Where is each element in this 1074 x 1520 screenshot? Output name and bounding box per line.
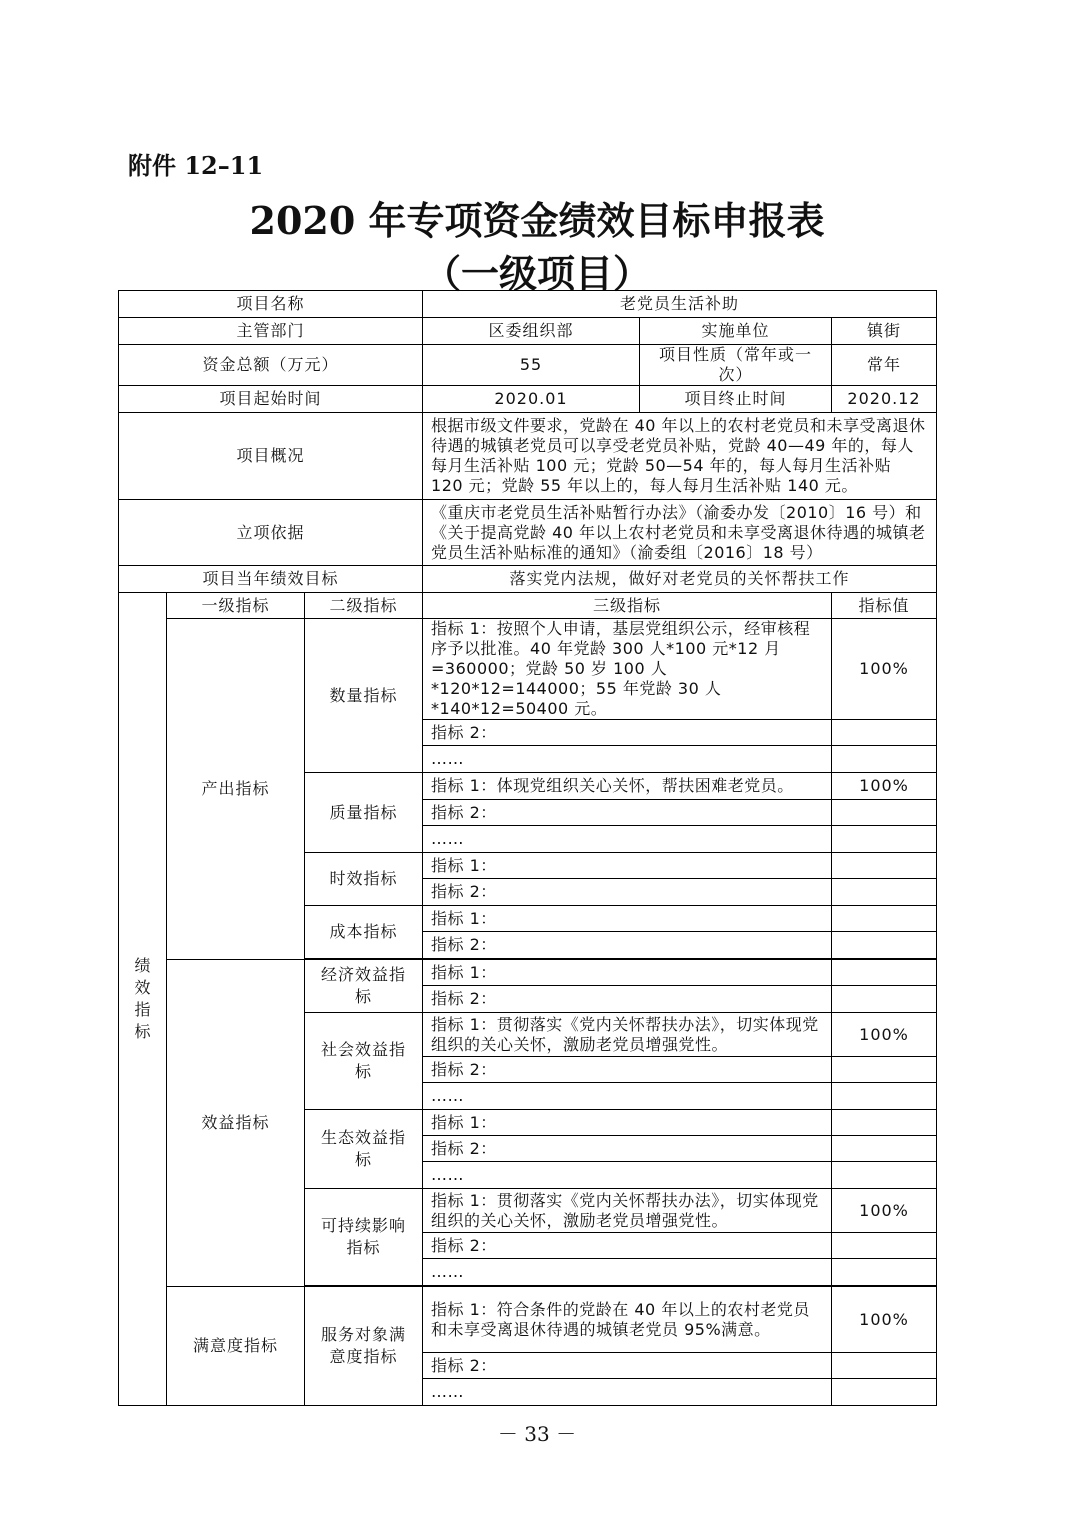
- cost-value-1: [832, 906, 937, 932]
- economic-value-2: [832, 986, 937, 1013]
- timeliness-indicator: 时效指标: [305, 853, 423, 906]
- social-indicator: 社会效益指标: [305, 1013, 423, 1110]
- quantity-value-2: [832, 720, 937, 746]
- project-name-label: 项目名称: [119, 291, 423, 318]
- service-ind-more: ……: [423, 1379, 832, 1406]
- basis-label: 立项依据: [119, 500, 423, 566]
- social-value-1: 100%: [832, 1013, 937, 1057]
- satisfaction-indicator: 满意度指标: [167, 1287, 305, 1406]
- project-name-value: 老党员生活补助: [423, 291, 937, 318]
- sustainable-value-more: [832, 1259, 937, 1286]
- economic-ind-1: 指标 1：: [423, 960, 832, 986]
- dept-label: 主管部门: [119, 318, 423, 345]
- quality-ind-2: 指标 2：: [423, 800, 832, 826]
- service-satisfaction-indicator: 服务对象满意度指标: [305, 1287, 423, 1406]
- cost-value-2: [832, 932, 937, 959]
- cost-ind-2: 指标 2：: [423, 932, 832, 959]
- ecological-value-2: [832, 1136, 937, 1162]
- ecological-ind-2: 指标 2：: [423, 1136, 832, 1162]
- quality-value-1: 100%: [832, 773, 937, 800]
- start-label: 项目起始时间: [119, 386, 423, 413]
- basis-value: 《重庆市老党员生活补贴暂行办法》（渝委办发〔2010〕16 号）和《关于提高党龄 40 年以上农村老党员和未享受离退休待遇的城镇老党员生活补贴标准的通知》（渝委组〔2016〕18 号）: [423, 500, 937, 566]
- timeliness-value-1: [832, 853, 937, 879]
- quantity-indicator: 数量指标: [305, 619, 423, 773]
- quality-ind-1: 指标 1：体现党组织关心关怀，帮扶困难老党员。: [423, 773, 832, 800]
- impl-value: 镇街: [832, 318, 937, 345]
- sustainable-ind-1: 指标 1：贯彻落实《党内关怀帮扶办法》，切实体现党组织的关心关怀，激励老党员增强党性。: [423, 1189, 832, 1233]
- page-title: 2020 年专项资金绩效目标申报表: [249, 198, 825, 243]
- annex-label: 附件 12–11: [128, 151, 264, 180]
- ecological-ind-1: 指标 1：: [423, 1110, 832, 1136]
- economic-indicator: 经济效益指标: [305, 960, 423, 1013]
- social-value-2: [832, 1057, 937, 1083]
- goal-label: 项目当年绩效目标: [119, 566, 423, 593]
- sustainable-value-2: [832, 1233, 937, 1259]
- cost-indicator: 成本指标: [305, 906, 423, 959]
- sustainable-ind-2: 指标 2：: [423, 1233, 832, 1259]
- service-value-more: [832, 1379, 937, 1406]
- social-ind-more: ……: [423, 1083, 832, 1110]
- quantity-ind-1: 指标 1：按照个人申请，基层党组织公示，经审核程序予以批准。40 年党龄 300 人*100 元*12 月=360000；党龄 50 岁 100 人*120*12=144000；55 年党龄 30 人*140*12=50400 元。: [423, 619, 832, 720]
- quantity-ind-more: ……: [423, 746, 832, 773]
- overview-value: 根据市级文件要求，党龄在 40 年以上的农村老党员和未享受离退休待遇的城镇老党员可以享受老党员补贴，党龄 40—49 年的，每人每月生活补贴 100 元；党龄 50—54 年的，每人每月生活补贴 120 元；党龄 55 年以上的，每人每月生活补贴 140 元。: [423, 413, 937, 500]
- service-ind-1: 指标 1：符合条件的党龄在 40 年以上的农村老党员和未享受离退休待遇的城镇老党员 95%满意。: [423, 1287, 832, 1353]
- impl-label: 实施单位: [640, 318, 832, 345]
- sustainable-indicator: 可持续影响指标: [305, 1189, 423, 1286]
- quality-value-more: [832, 826, 937, 853]
- fund-label: 资金总额（万元）: [119, 345, 423, 386]
- economic-ind-2: 指标 2：: [423, 986, 832, 1013]
- page-subtitle: （一级项目）: [422, 251, 651, 296]
- value-header: 指标值: [832, 593, 937, 619]
- ecological-ind-more: ……: [423, 1162, 832, 1189]
- quantity-value-more: [832, 746, 937, 773]
- nature-label: 项目性质（常年或一次）: [640, 345, 832, 386]
- quality-ind-more: ……: [423, 826, 832, 853]
- ecological-value-more: [832, 1162, 937, 1189]
- timeliness-ind-2: 指标 2：: [423, 879, 832, 906]
- goal-value: 落实党内法规，做好对老党员的关怀帮扶工作: [423, 566, 937, 593]
- social-value-more: [832, 1083, 937, 1110]
- quality-indicator: 质量指标: [305, 773, 423, 853]
- economic-value-1: [832, 960, 937, 986]
- timeliness-value-2: [832, 879, 937, 906]
- ecological-indicator: 生态效益指标: [305, 1110, 423, 1189]
- start-value: 2020.01: [423, 386, 640, 413]
- level1-header: 一级指标: [167, 593, 305, 619]
- timeliness-ind-1: 指标 1：: [423, 853, 832, 879]
- end-label: 项目终止时间: [640, 386, 832, 413]
- service-value-1: 100%: [832, 1287, 937, 1353]
- output-indicator: 产出指标: [167, 619, 305, 960]
- fund-value: 55: [423, 345, 640, 386]
- benefit-indicator: 效益指标: [167, 960, 305, 1287]
- indicators-side-label: 绩效指标: [119, 593, 167, 1406]
- performance-table: [118, 290, 937, 1406]
- service-value-2: [832, 1353, 937, 1379]
- quantity-value-1: 100%: [832, 619, 937, 720]
- nature-value: 常年: [832, 345, 937, 386]
- sustainable-ind-more: ……: [423, 1259, 832, 1286]
- social-ind-2: 指标 2：: [423, 1057, 832, 1083]
- level3-header: 三级指标: [423, 593, 832, 619]
- page-number: － 33 －: [497, 1422, 577, 1446]
- overview-label: 项目概况: [119, 413, 423, 500]
- dept-value: 区委组织部: [423, 318, 640, 345]
- cost-ind-1: 指标 1：: [423, 906, 832, 932]
- social-ind-1: 指标 1：贯彻落实《党内关怀帮扶办法》，切实体现党组织的关心关怀，激励老党员增强党性。: [423, 1013, 832, 1057]
- ecological-value-1: [832, 1110, 937, 1136]
- sustainable-value-1: 100%: [832, 1189, 937, 1233]
- service-ind-2: 指标 2：: [423, 1353, 832, 1379]
- end-value: 2020.12: [832, 386, 937, 413]
- level2-header: 二级指标: [305, 593, 423, 619]
- quality-value-2: [832, 800, 937, 826]
- quantity-ind-2: 指标 2：: [423, 720, 832, 746]
